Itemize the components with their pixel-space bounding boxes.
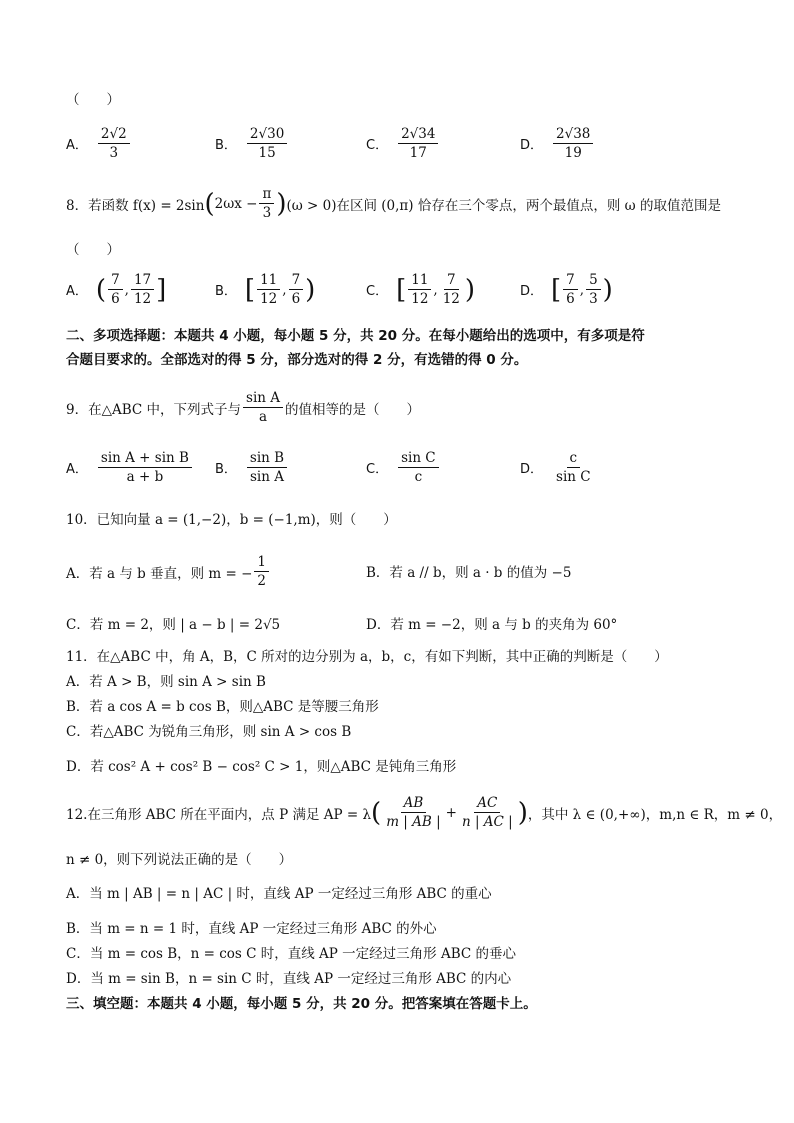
q8-option-d: D． [ $\frac{7}{6}$ , $\frac{5}{3}$ ) <box>520 272 613 307</box>
fraction-den: c <box>414 469 423 485</box>
q11-option-b: B．若 a cos A = b cos B，则△ABC 是等腰三角形 <box>66 699 379 715</box>
fraction <box>247 450 287 485</box>
fraction <box>257 272 280 307</box>
fraction-den: 15 <box>258 145 276 161</box>
q9-option-d <box>520 450 596 485</box>
fraction-den: m | AB | <box>386 814 441 830</box>
option-label: B． <box>215 284 237 299</box>
fraction <box>254 554 269 589</box>
paren-right: ) <box>517 797 528 828</box>
fraction-den: sin A <box>250 469 284 485</box>
q12-stem-a: 12.在三角形 ABC 所在平面内，点 P 满足 AP = λ <box>66 806 372 823</box>
paren-left: ( <box>371 797 382 828</box>
interval-right: ] <box>156 274 167 305</box>
plus-sign: + <box>445 804 457 821</box>
fraction-num: 7 <box>289 272 304 290</box>
option-label: B． <box>215 462 237 477</box>
interval-right: ) <box>464 274 476 305</box>
fraction-den: 12 <box>133 291 152 307</box>
q10-option-a <box>66 554 271 589</box>
fraction-den: 12 <box>442 291 460 307</box>
fraction <box>98 126 130 161</box>
fraction-num: 1 <box>254 554 269 572</box>
fraction <box>398 450 439 485</box>
option-label: C． <box>366 284 389 299</box>
fraction-den: sin C <box>556 469 591 485</box>
fraction-den: a <box>258 409 268 425</box>
q11-option-d: D．若 cos² A + cos² B − cos² C > 1，则△ABC 是钝角三角形 <box>66 759 457 775</box>
fraction-den: 12 <box>411 291 429 307</box>
interval-left: [ <box>551 274 562 305</box>
fraction-den: 3 <box>589 291 598 307</box>
fraction <box>98 450 192 485</box>
fraction-den: 12 <box>260 291 278 307</box>
fraction-num: 2√30 <box>247 126 287 144</box>
option-label: A． <box>66 138 88 153</box>
fraction-num: sin C <box>398 450 439 468</box>
q12-option-a: A．当 m | AB | = n | AC | 时，直线 AP 一定经过三角形 ABC 的重心 <box>66 886 492 902</box>
interval-right: ) <box>305 274 316 305</box>
q11-stem: 11．在△ABC 中，角 A，B，C 所对的边分别为 a，b，c，有如下判断，其中正确的判断是（ ） <box>66 649 668 665</box>
fraction-den: 6 <box>291 291 301 307</box>
option-label: D． <box>520 284 544 299</box>
fraction <box>259 186 274 221</box>
option-label: A． <box>66 462 88 477</box>
q10-option-c: C．若 m = 2，则 | a − b | = 2√5 <box>66 617 281 633</box>
fraction <box>289 272 304 307</box>
fraction-num: 2√38 <box>553 126 593 144</box>
fraction <box>563 272 578 307</box>
q7-option-b <box>215 126 289 161</box>
q9-stem <box>66 390 420 425</box>
q8-option-b: B． [ $\frac{11}{12}$ , $\frac{7}{6}$ ) <box>215 272 316 307</box>
fraction-num: 11 <box>408 272 431 290</box>
q9-option-c <box>366 450 441 485</box>
fraction-num: π <box>259 186 274 204</box>
fraction-den: 6 <box>566 291 575 307</box>
fraction <box>440 272 463 307</box>
section-2-heading-line1: 二、多项选择题：本题共 4 小题，每小题 5 分，共 20 分。在每小题给出的选项中，有多项是符 <box>66 328 645 344</box>
fraction-den: a + b <box>126 469 164 485</box>
q12-option-b: B．当 m = n = 1 时，直线 AP 一定经过三角形 ABC 的外心 <box>66 921 437 937</box>
fraction-den: 19 <box>564 145 582 161</box>
fraction-den: 2 <box>257 573 266 589</box>
option-label: A． <box>66 284 88 299</box>
fraction <box>108 272 123 307</box>
fraction <box>553 450 594 485</box>
fraction-num: 5 <box>586 272 601 290</box>
fraction <box>459 795 516 830</box>
option-label: C． <box>366 462 389 477</box>
fraction <box>247 126 287 161</box>
q8-stem-a: 8．若函数 f(x) = 2sin <box>66 197 205 214</box>
fraction-num: 7 <box>444 272 459 290</box>
option-label: C． <box>366 138 389 153</box>
fraction-num: 2√34 <box>398 126 438 144</box>
option-label: B． <box>215 138 237 153</box>
interval-left: ( <box>95 274 107 305</box>
paren-left: ( <box>204 188 215 219</box>
q7-answer-paren: （ ） <box>66 92 120 108</box>
q8-option-c: C． [ $\frac{11}{12}$ , $\frac{7}{12}$ ) <box>366 272 476 307</box>
fraction <box>243 390 283 425</box>
q9-stem-a: 9．在△ABC 中，下列式子与 <box>66 401 242 418</box>
fraction-num: 7 <box>563 272 578 290</box>
q11-option-a: A．若 A > B，则 sin A > sin B <box>66 674 266 690</box>
fraction-num: sin A <box>243 390 283 408</box>
fraction-num: 2√2 <box>98 126 130 144</box>
fraction-num: 17 <box>131 272 154 290</box>
q12-stem-b: ，其中 λ ∈ (0,+∞)，m,n ∈ R，m ≠ 0， <box>527 806 783 823</box>
fraction <box>398 126 438 161</box>
interval-right: ) <box>602 274 613 305</box>
q12-stem-line2: n ≠ 0，则下列说法正确的是（ ） <box>66 852 293 868</box>
q7-option-c <box>366 126 440 161</box>
interval-left: [ <box>396 274 407 305</box>
fraction-den: 3 <box>109 145 119 161</box>
q12-stem <box>66 795 782 830</box>
q7-option-a <box>66 126 132 161</box>
q8-stem-b: 2ωx − <box>214 195 258 212</box>
fraction-num: sin B <box>247 450 287 468</box>
q10-option-a-text: A．若 a 与 b 垂直，则 m = − <box>66 565 253 582</box>
q10-stem: 10．已知向量 a = (1,−2)，b = (−1,m)，则（ ） <box>66 512 397 528</box>
q11-option-c: C．若△ABC 为锐角三角形，则 sin A > cos B <box>66 724 352 740</box>
q12-option-d: D．当 m = sin B，n = sin C 时，直线 AP 一定经过三角形 ABC 的内心 <box>66 971 512 987</box>
q8-stem-c: (ω > 0)在区间 (0,π) 恰存在三个零点，两个最值点，则 ω 的取值范围是 <box>286 197 721 214</box>
q10-option-b: B．若 a // b，则 a · b 的值为 −5 <box>366 565 572 581</box>
option-label: D． <box>520 462 544 477</box>
fraction-num: sin A + sin B <box>98 450 192 468</box>
q12-option-c: C．当 m = cos B，n = cos C 时，直线 AP 一定经过三角形 ABC 的垂心 <box>66 946 517 962</box>
section-3-heading: 三、填空题：本题共 4 小题，每小题 5 分，共 20 分。把答案填在答题卡上。 <box>66 996 537 1012</box>
interval-left: [ <box>244 274 256 305</box>
fraction <box>586 272 601 307</box>
fraction <box>383 795 443 830</box>
q8-answer-paren: （ ） <box>66 242 120 258</box>
q8-option-a: A． ( $\frac{7}{6}$ , $\frac{17}{12}$ ] <box>66 272 167 307</box>
fraction-den: n | AC | <box>461 814 513 830</box>
fraction-num: c <box>567 450 581 468</box>
fraction-den: 3 <box>262 205 272 221</box>
fraction-num: AC <box>474 795 500 813</box>
q10-option-d: D．若 m = −2，则 a 与 b 的夹角为 60° <box>366 617 618 633</box>
fraction-num: 11 <box>257 272 280 290</box>
fraction-den: 17 <box>409 145 427 161</box>
fraction-num: 7 <box>108 272 123 290</box>
section-2-heading-line2: 合题目要求的。全部选对的得 5 分，部分选对的得 2 分，有选错的得 0 分。 <box>66 352 528 368</box>
q7-option-d <box>520 126 595 161</box>
fraction <box>131 272 154 307</box>
fraction-den: 6 <box>111 291 120 307</box>
q9-option-b <box>215 450 289 485</box>
option-label: D． <box>520 138 544 153</box>
fraction-num: AB <box>401 795 427 813</box>
q9-option-a <box>66 450 194 485</box>
fraction <box>553 126 593 161</box>
fraction <box>408 272 431 307</box>
q9-stem-b: 的值相等的是（ ） <box>285 401 420 418</box>
paren-right: ) <box>276 188 287 219</box>
q8-stem <box>66 186 721 221</box>
